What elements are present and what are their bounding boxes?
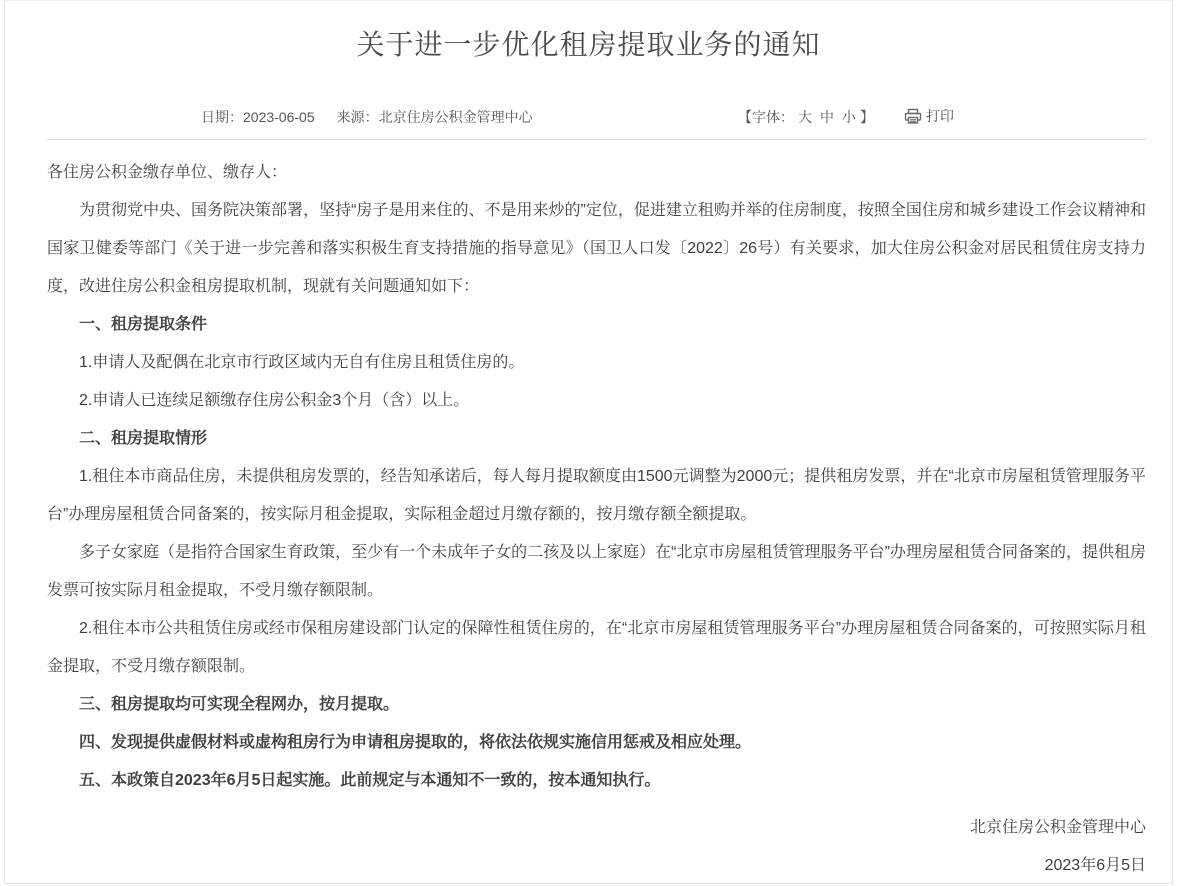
font-size-control bbox=[738, 107, 874, 127]
section-4-heading: 四、发现提供虚假材料或虚构租房行为申请租房提取的，将依法依规实施信用惩戒及相应处理。 bbox=[79, 734, 752, 751]
print-button[interactable] bbox=[904, 106, 954, 126]
printer-icon bbox=[904, 108, 926, 125]
date-value: 2023-06-05 bbox=[243, 109, 315, 125]
source-value: 北京住房公积金管理中心 bbox=[378, 109, 533, 125]
salutation: 各住房公积金缴存单位、缴存人： bbox=[47, 164, 288, 181]
font-size-suffix: 】 bbox=[860, 109, 874, 125]
section-3-heading: 三、租房提取均可实现全程网办，按月提取。 bbox=[79, 696, 400, 713]
section-2-multichild: 多子女家庭（是指符合国家生育政策，至少有一个未成年子女的二孩及以上家庭）在“北京市房屋租赁管理服务平台”办理房屋租赁合同备案的，提供租房发票可按实际月租金提取，不受月缴存额限制。 bbox=[47, 544, 1146, 599]
section-2-heading: 二、租房提取情形 bbox=[79, 430, 208, 447]
signature-org: 北京住房公积金管理中心 bbox=[969, 819, 1146, 836]
section-2-item-1: 1.租住本市商品住房，未提供租房发票的，经告知承诺后，每人每月提取额度由1500元调整为2000元；提供租房发票，并在“北京市房屋租赁管理服务平台”办理房屋租赁合同备案的，按实际月租金提取，实际租金超过月缴存额的，按月缴存额全额提取。 bbox=[47, 468, 1146, 523]
intro-paragraph: 为贯彻党中央、国务院决策部署，坚持“房子是用来住的、不是用来炒的”定位，促进建立租购并举的住房制度，按照全国住房和城乡建设工作会议精神和国家卫健委等部门《关于进一步完善和落实积极生育支持措施的指导意见》（国卫人口发〔2022〕26号）有关要求，加大住房公积金对居民租赁住房支持力度，改进住房公积金租房提取机制，现就有关问题通知如下： bbox=[47, 202, 1146, 295]
notice-body bbox=[5, 140, 1172, 800]
notice-header bbox=[5, 1, 1172, 140]
date-label: 日期： bbox=[201, 109, 243, 125]
date-source bbox=[201, 107, 533, 127]
page-title: 关于进一步优化租房提取业务的通知 bbox=[356, 29, 821, 60]
section-2-item-2: 2.租住本市公共租赁住房或经市保租房建设部门认定的保障性租赁住房的，在“北京市房屋租赁管理服务平台”办理房屋租赁合同备案的，可按照实际月租金提取，不受月缴存额限制。 bbox=[47, 620, 1146, 675]
font-size-small[interactable]: 小 bbox=[842, 109, 856, 125]
font-size-prefix: 【字体： bbox=[738, 109, 794, 125]
section-1-item-1: 1.申请人及配偶在北京市行政区域内无自有住房且租赁住房的。 bbox=[79, 354, 525, 371]
font-size-large[interactable]: 大 bbox=[798, 109, 812, 125]
font-size-medium[interactable]: 中 bbox=[820, 109, 834, 125]
source-label: 来源： bbox=[336, 109, 379, 125]
section-5-heading: 五、本政策自2023年6月5日起实施。此前规定与本通知不一致的，按本通知执行。 bbox=[79, 772, 661, 789]
meta-row bbox=[5, 107, 1172, 129]
notice-page bbox=[4, 0, 1173, 884]
section-1-item-2: 2.申请人已连续足额缴存住房公积金3个月（含）以上。 bbox=[79, 392, 470, 409]
section-1-heading: 一、租房提取条件 bbox=[79, 316, 208, 333]
print-label: 打印 bbox=[926, 108, 954, 124]
signature-date: 2023年6月5日 bbox=[1044, 857, 1146, 874]
header-separator bbox=[47, 139, 1147, 140]
signature-block bbox=[5, 809, 1172, 884]
